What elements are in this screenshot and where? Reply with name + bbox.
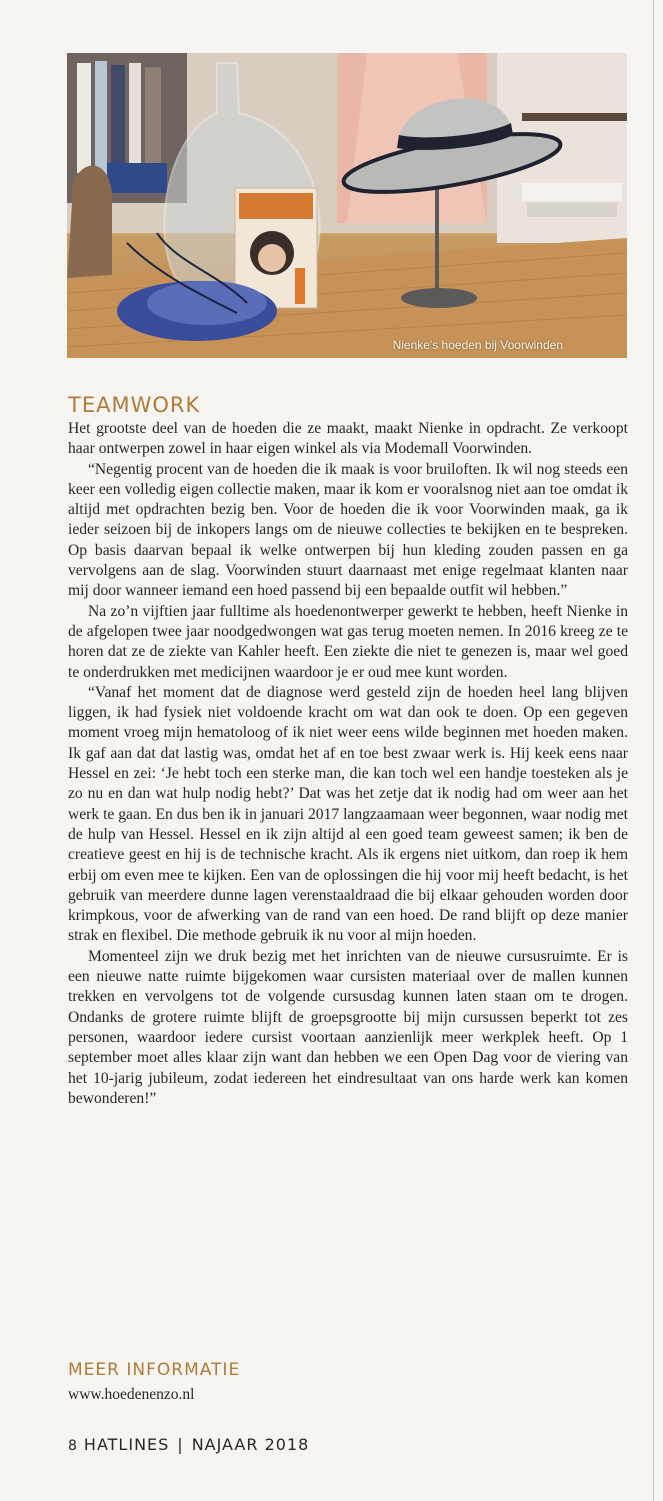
article-paragraph: “Vanaf het moment dat de diagnose werd gesteld zijn de hoeden heel lang blijven liggen, ik had fysiek niet voldoende kracht om wat dan ook te doen. Op een gegeven moment vroeg mijn hematoloog of ik niet weer eens wilde beginnen met hoeden maken. Ik gaf aan dat dat lastig was, omdat het af en toe best zwaar werk is. Hij keek eens naar Hessel en zei: ‘Je hebt toch een sterke man, die kan toch wel een handje toesteken als je zo nu en dan wat hulp nodig hebt?’ Dat was het zetje dat ik nodig had om weer aan het werk te gaan. En dus ben ik in januari 2017 langzaamaan weer begonnen, waar nodig met de hulp van Hessel. Hessel en ik zijn altijd al een goed team geweest samen; ik ben de creatieve geest en hij is de technische kracht. Als ik ergens niet uitkom, dan roep ik hem erbij om even mee te kijken. Een van de oplossingen die hij voor mij heeft bedacht, is het gebruik van meerdere dunne lagen verenstaaldraad die bij elkaar gehouden worden door krimpkous, voor de afwerking van de rand van een hoed. De rand blijft op deze manier strak en flexibel. Die methode gebruik ik nu voor al mijn hoeden. (68, 683, 628, 945)
issue-label: NAJAAR 2018 (191, 1435, 310, 1454)
hats-photo (67, 53, 627, 358)
footer-separator: | (177, 1435, 184, 1454)
page-number: 8 (68, 1438, 78, 1454)
page-edge (653, 0, 654, 1501)
article-paragraph: “Negentig procent van de hoeden die ik maak is voor bruiloften. Ik wil nog steeds een keer een volledig eigen collectie maken, maar ik kom er vooralsnog niet aan toe omdat ik altijd met opdrachten bezig ben. Voor de hoeden die ik voor Voorwinden maak, ga ik ieder seizoen bij de inkopers langs om de nieuwe collecties te bekijken en te bespreken. Op basis daarvan bepaal ik welke ontwerpen bij hun kleding zouden passen en ga vervolgens aan de slag. Voorwinden stuurt daarnaast met enige regelmaat klanten naar mij door wanneer iemand een hoed passend bij een bepaalde outfit wil hebben.” (68, 460, 628, 600)
article-body (68, 419, 628, 1109)
magazine-name: HATLINES (83, 1435, 170, 1454)
article-paragraph: Momenteel zijn we druk bezig met het inrichten van de nieuwe cursusruimte. Er is een nieuwe natte ruimte bijgekomen waar cursisten materiaal over de mallen kunnen trekken en vervolgens tot de volgende cursusdag kunnen laten staan om te drogen. Ondanks de grotere ruimte blijft de groepsgrootte bij mijn cursussen beperkt tot zes personen, waardoor iedere cursist voortaan aanzienlijk meer werkplek heeft. Op 1 september moet alles klaar zijn want dan hebben we een Open Dag voor de viering van het 10-jarig jubileum, zodat iedereen het eindresultaat van ons harde werk kan komen bewonderen!” (68, 947, 628, 1107)
page-footer (68, 1435, 309, 1454)
photo-caption: Nienke's hoeden bij Voorwinden (392, 338, 563, 352)
info-url-link[interactable]: www.hoedenenzo.nl (68, 1386, 195, 1403)
info-heading: MEER INFORMATIE (68, 1360, 241, 1380)
article-paragraph: Het grootste deel van de hoeden die ze maakt, maakt Nienke in opdracht. Ze verkoopt haar ontwerpen zowel in haar eigen winkel als via Modemall Voorwinden. (68, 420, 628, 458)
article-paragraph: Na zo’n vijftien jaar fulltime als hoedenontwerper gewerkt te hebben, heeft Nienke in de afgelopen twee jaar noodgedwongen wat gas terug moeten nemen. In 2016 kreeg ze te horen dat ze de ziekte van Kahler heeft. Een ziekte die niet te genezen is, maar wel goed te onderdrukken met medicijnen waardoor je er oud mee kunt worden. (68, 602, 628, 681)
photo-illustration (67, 53, 627, 358)
section-heading: TEAMWORK (68, 393, 201, 417)
